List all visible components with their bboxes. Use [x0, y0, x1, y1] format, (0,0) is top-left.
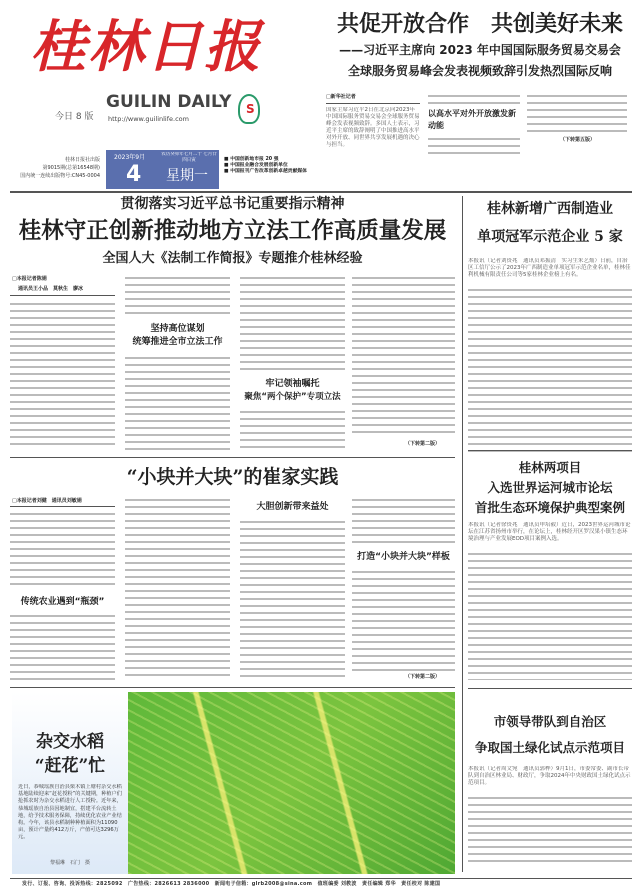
second-subhead-2: 大胆创新带来益处: [256, 502, 329, 512]
lead-text-col2: [428, 92, 520, 106]
main-continued: （下转第二版）: [405, 441, 441, 447]
right-article-1: [468, 196, 632, 446]
rice-field-photo: [128, 692, 455, 874]
second-title: “小块并大块”的崔家实践: [126, 466, 339, 488]
footer-info: 发行、订报、咨询、投诉热线：2825092 广告热线：2826613 2836000 新闻电子信箱：glrb2008@sina.com 值班编委 刘教波 责任编辑 郑华 责任校对 陈建国: [22, 881, 441, 887]
divider: [10, 295, 115, 296]
second-col-4b: [352, 568, 455, 672]
second-article: [10, 460, 455, 685]
divider: [10, 457, 455, 458]
lead-subtitle-2: 全球服务贸易峰会发表视频致辞引发热烈国际反响: [347, 64, 612, 78]
photo-title-1: 杂交水稻: [36, 732, 104, 752]
lunar-date: 农历癸卯年七月二十 七月廿四日寅: [161, 152, 217, 163]
cn-number: 国内统一连续出版物号:CN45-0004: [20, 173, 100, 179]
main-col-4: [352, 274, 455, 438]
divider: [468, 450, 632, 451]
publisher: 桂林日报社出版: [64, 157, 100, 163]
second-subhead-3: 打造“小块并大块”样板: [357, 552, 450, 562]
right-article-2: [468, 454, 632, 684]
right-1-title-1: 桂林新增广西制造业: [487, 201, 613, 217]
photo-title-2: “赶花”忙: [34, 756, 106, 776]
right-2-title-3: 首批生态环境保护典型案例: [474, 500, 625, 515]
right-3-lead: 本报讯（记者周文宛 通讯员郭桦）9月1日，市委常委、副市长带队到自治区林业局、财政厅，争取2024年中央财政国土绿化试点示范项目。: [468, 766, 631, 786]
main-subhead-2a: 牢记领袖嘱托: [265, 379, 320, 389]
lead-byline: □新华社记者: [326, 94, 356, 100]
honor: 中国报刊广告改革创新卓越贡献媒体: [230, 169, 307, 174]
date-box: [106, 150, 219, 189]
right-2-title-2: 入选世界运河城市论坛: [487, 480, 613, 495]
publisher-info: [4, 156, 100, 180]
issue-number: 第9015期(总第16548期): [42, 165, 100, 171]
lead-subtitle-1: ——习近平主席向 2023 年中国国际服务贸易交易会: [339, 43, 621, 57]
right-2-title-1: 桂林两项目: [518, 460, 582, 475]
honor: 中国报业融合发展创新单位: [230, 163, 288, 168]
second-subhead-1: 传统农业遇到“瓶颈”: [20, 597, 105, 607]
right-1-title-2: 单项冠军示范企业 5 家: [477, 229, 623, 245]
main-kicker: 贯彻落实习近平总书记重要指示精神: [120, 196, 345, 212]
right-2-text: [468, 550, 632, 680]
lead-text-col2b: [428, 135, 520, 157]
column-divider: [462, 196, 463, 872]
divider: [326, 103, 420, 104]
lead-text: 国家主席习近平2日在北京向2023年中国国际服务贸易交易会全球服务贸易峰会发表视频致辞。多国人士表示，习近平主席的致辞阐明了中国推进高水平对外开放、同世界共享发展机遇的决心与担当。: [326, 107, 420, 148]
lead-subhead: 以高水平对外开放激发新动能: [428, 109, 516, 130]
weekday: 星期一: [166, 168, 208, 184]
main-col-3b: [240, 408, 345, 450]
main-byline-2: 通讯员王小品 莫秋生 廖冰: [18, 286, 84, 292]
website-link[interactable]: http://www.guilinlife.com: [108, 115, 189, 123]
photo-caption: 近日，恭城瑶族自治县栗木镇上塘村杂交水稻基地陆续迎来“赶花授粉”的关键期，种植户们抢抓农时为杂交水稻进行人工授粉。近年来，恭城瑶族自治县因地制宜，搭建平台流转土地，给予技术服务保障，持续优化农业产业结构。今年，该县水稻制种种植面积为11090亩，预计产量约412万斤，产值可达3296万元。: [18, 784, 122, 841]
right-article-3: [468, 692, 632, 872]
lead-text-col3: [527, 92, 627, 134]
masthead-divider: [10, 191, 632, 193]
main-subhead-1a: 坚持高位谋划: [150, 324, 205, 334]
main-article: [10, 196, 455, 451]
main-deck: 全国人大《法制工作简报》专题推介桂林经验: [102, 251, 363, 266]
right-2-lead: 本报讯（记者徐资兆 通讯员申培毅）近日，2023世界运河城市论坛在江苏省扬州市举行，在论坛上，桂林经开区罗汉果小镇生态环境治理与产业发展EOD项目案例入选。: [468, 522, 631, 542]
second-col-2: [125, 496, 230, 680]
footer-divider: [10, 878, 632, 879]
lead-continued: （下转第五版）: [560, 137, 596, 143]
main-subhead-2b: 聚焦“两个保护”专项立法: [244, 392, 341, 402]
main-col-3: [240, 274, 345, 374]
right-3-title-1: 市领导带队到自治区: [493, 714, 607, 729]
photo-credit: 黎福琳 石门 摄: [49, 860, 90, 866]
right-1-lead: 本报讯（记者刘资兆 通讯员邓振清 实习生朱艺灿）日前，自治区工信厅公示了2023年广西制造业单项冠军示范企业名单，桂林佳利机械有限责任公司等5家桂林企业榜上有名。: [468, 258, 631, 278]
divider: [10, 687, 455, 688]
main-byline: □本报记者陈娟: [12, 276, 47, 282]
english-name: GUILIN DAILY: [106, 92, 232, 112]
divider: [468, 688, 632, 689]
second-col-1: [10, 510, 115, 590]
second-col-1b: [10, 612, 115, 680]
main-title: 桂林守正创新推动地方立法工作高质量发展: [18, 218, 447, 244]
second-continued: （下转第二版）: [405, 674, 441, 680]
second-byline: □本报记者刘健 通讯员刘敏娟: [12, 498, 82, 504]
main-col-2: [125, 274, 230, 318]
divider: [10, 506, 115, 507]
date-day: 4: [126, 162, 142, 187]
honor: 中国创新地市报 20 强: [230, 157, 279, 162]
second-col-3: [240, 518, 345, 680]
right-1-text: [468, 286, 632, 456]
right-3-title-2: 争取国土绿化试点示范项目: [474, 740, 625, 755]
masthead-logo: 桂林日报: [30, 14, 262, 80]
second-col-4: [352, 496, 455, 546]
today-pages: 今日 8 版: [55, 112, 94, 122]
paper-logo: S: [238, 94, 260, 124]
main-col-2b: [125, 354, 230, 450]
lead-title: 共促开放合作 共创美好未来: [336, 12, 623, 37]
main-subhead-1b: 统筹推进全市立法工作: [132, 337, 223, 347]
photo-caption-box: [12, 692, 128, 874]
main-col-1: [10, 300, 115, 450]
right-3-text: [468, 794, 632, 866]
date-month: 2023年9月: [114, 154, 146, 161]
honors-list: ■ 中国创新地市报 20 强 ■ 中国报业融合发展创新单位 ■ 中国报刊广告改革创新卓越贡献媒体: [224, 157, 307, 174]
